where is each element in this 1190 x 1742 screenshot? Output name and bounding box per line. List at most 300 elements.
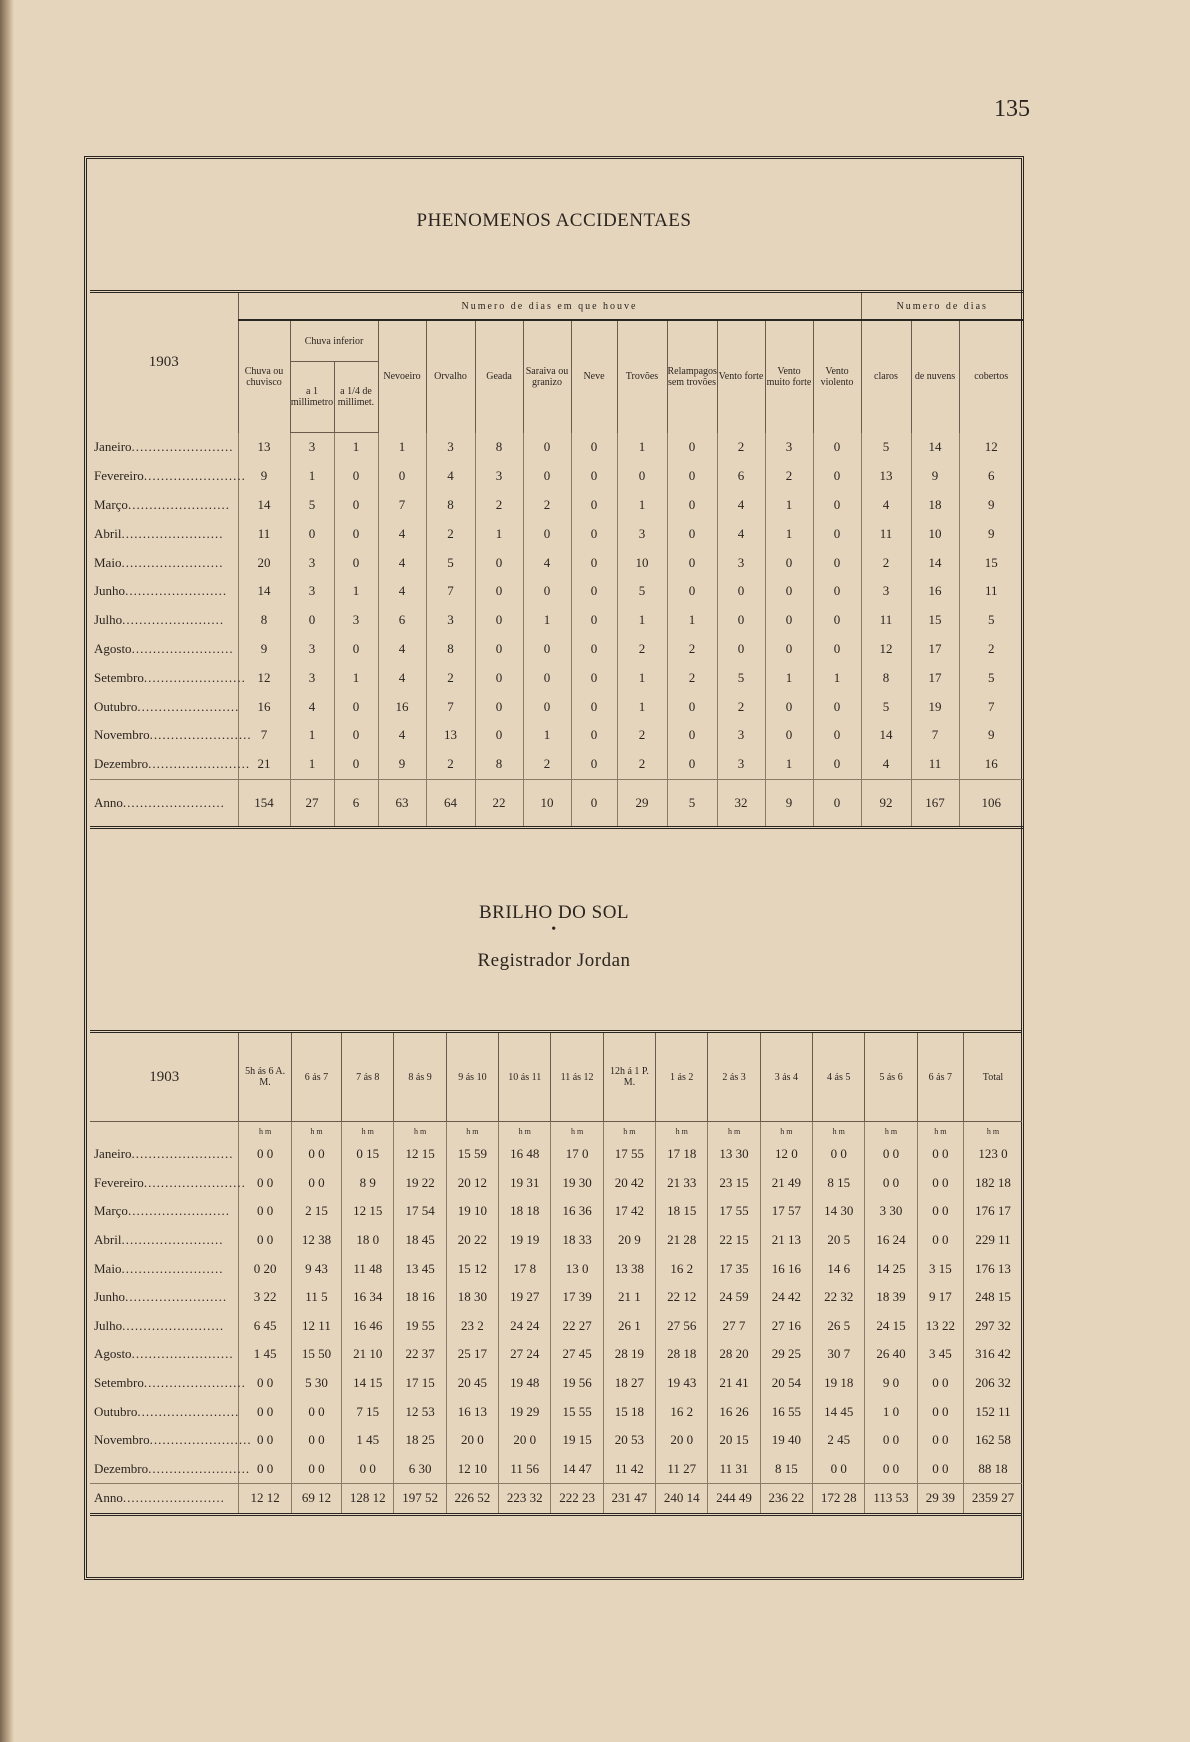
col-header: 10 ás 11 xyxy=(499,1032,551,1122)
table-cell: 0 xyxy=(813,462,861,491)
table-row xyxy=(90,635,1023,664)
dot-leader: ........................ xyxy=(122,1490,225,1506)
table-cell: 19 27 xyxy=(499,1283,551,1312)
month-label: Junho........................ xyxy=(94,583,228,599)
dot-leader: ........................ xyxy=(121,525,224,541)
table-cell: 0 xyxy=(813,721,861,750)
table-cell: 0 xyxy=(667,519,717,548)
unit-label: h m xyxy=(964,1122,1023,1141)
table-cell: 1 xyxy=(475,519,523,548)
table-cell: 19 31 xyxy=(499,1169,551,1198)
table-cell: 1 xyxy=(523,606,571,635)
table-row xyxy=(90,1169,1022,1198)
total-cell: 197 52 xyxy=(394,1484,446,1515)
table-cell: 15 xyxy=(959,548,1023,577)
table-cell: 15 18 xyxy=(603,1397,655,1426)
table-cell: 13 38 xyxy=(603,1254,655,1283)
table-cell: 1 xyxy=(290,750,334,779)
table-cell: 9 0 xyxy=(865,1369,917,1398)
table-cell: 229 11 xyxy=(964,1226,1023,1255)
table-cell: 6 30 xyxy=(394,1455,446,1484)
col-header: claros xyxy=(861,320,911,433)
table-cell: 17 xyxy=(911,663,959,692)
table-cell: 0 xyxy=(571,692,617,721)
table-cell: 20 42 xyxy=(603,1169,655,1198)
table-cell: 16 34 xyxy=(342,1283,394,1312)
unit-label: h m xyxy=(865,1122,917,1141)
dot-leader: ........................ xyxy=(131,640,234,656)
table-cell: 0 0 xyxy=(917,1226,963,1255)
unit-label: h m xyxy=(499,1122,551,1141)
total-cell: 27 xyxy=(290,779,334,827)
total-cell: 128 12 xyxy=(342,1484,394,1515)
table-cell: 16 26 xyxy=(708,1397,760,1426)
table-cell: 3 xyxy=(290,635,334,664)
table-cell: 25 17 xyxy=(446,1340,498,1369)
col-header: a 1/4 de millimet. xyxy=(334,362,378,433)
table-cell: 0 0 xyxy=(239,1397,291,1426)
month-label: Novembro........................ xyxy=(94,1432,252,1448)
table-cell: 0 0 xyxy=(865,1426,917,1455)
table-row xyxy=(90,548,1023,577)
dot-leader: ........................ xyxy=(121,554,224,570)
table-cell: 0 xyxy=(523,635,571,664)
dot-leader: ........................ xyxy=(149,1432,252,1448)
table-cell: 27 56 xyxy=(656,1312,708,1341)
table-cell: 16 xyxy=(959,750,1023,779)
table-cell: 5 30 xyxy=(291,1369,341,1398)
table-cell: 3 15 xyxy=(917,1254,963,1283)
table-cell: 15 50 xyxy=(291,1340,341,1369)
dot-leader: ........................ xyxy=(122,794,225,810)
table-cell: 14 30 xyxy=(813,1197,865,1226)
col-header: 8 ás 9 xyxy=(394,1032,446,1122)
table-cell: 0 xyxy=(667,462,717,491)
table-cell: 2 xyxy=(765,462,813,491)
table-cell: 4 xyxy=(378,635,426,664)
table-cell: 1 xyxy=(617,491,667,520)
col-header: cobertos xyxy=(959,320,1023,433)
table-cell: 1 xyxy=(765,491,813,520)
table-cell: 2 xyxy=(667,663,717,692)
col-header: 7 ás 8 xyxy=(342,1032,394,1122)
table-row xyxy=(90,1426,1022,1455)
table-cell: 21 13 xyxy=(760,1226,812,1255)
total-cell: 10 xyxy=(523,779,571,827)
col-header: 6 ás 7 xyxy=(291,1032,341,1122)
table-cell: 152 11 xyxy=(964,1397,1023,1426)
phenomenos-table xyxy=(90,290,1023,829)
table-cell: 7 xyxy=(959,692,1023,721)
dot-leader: ........................ xyxy=(143,468,246,484)
month-label: Setembro........................ xyxy=(94,669,246,685)
month-label: Março........................ xyxy=(94,1203,230,1219)
total-cell: 240 14 xyxy=(656,1484,708,1515)
unit-label: h m xyxy=(342,1122,394,1141)
total-row xyxy=(90,779,1023,827)
unit-label: h m xyxy=(603,1122,655,1141)
table-cell: 29 25 xyxy=(760,1340,812,1369)
table-cell: 19 55 xyxy=(394,1312,446,1341)
table-cell: 18 27 xyxy=(603,1369,655,1398)
table-cell: 28 19 xyxy=(603,1340,655,1369)
table-cell: 2 xyxy=(717,692,765,721)
total-cell: 32 xyxy=(717,779,765,827)
table-cell: 2 45 xyxy=(813,1426,865,1455)
table-cell: 2 xyxy=(861,548,911,577)
table-cell: 30 7 xyxy=(813,1340,865,1369)
dot-leader: ........................ xyxy=(149,727,252,743)
table-cell: 20 15 xyxy=(708,1426,760,1455)
table-row xyxy=(90,462,1023,491)
table-cell: 3 xyxy=(334,606,378,635)
table-cell: 14 xyxy=(911,548,959,577)
month-label: Julho........................ xyxy=(94,1317,225,1333)
table-cell: 23 15 xyxy=(708,1169,760,1198)
table-cell: 0 xyxy=(717,577,765,606)
table-cell: 22 32 xyxy=(813,1283,865,1312)
table-cell: 9 43 xyxy=(291,1254,341,1283)
table-cell: 1 xyxy=(334,577,378,606)
table-cell: 2 xyxy=(523,491,571,520)
unit-label: h m xyxy=(394,1122,446,1141)
table-cell: 1 xyxy=(334,663,378,692)
dot-leader: ........................ xyxy=(125,583,228,599)
table-cell: 3 xyxy=(717,750,765,779)
table-cell: 0 xyxy=(378,462,426,491)
table-cell: 1 xyxy=(617,692,667,721)
total-cell: 0 xyxy=(813,779,861,827)
total-cell: 9 xyxy=(765,779,813,827)
table-cell: 2 15 xyxy=(291,1197,341,1226)
month-label: Agosto........................ xyxy=(94,1346,234,1362)
table-cell: 16 xyxy=(911,577,959,606)
table-cell: 6 45 xyxy=(239,1312,291,1341)
total-cell: 106 xyxy=(959,779,1023,827)
table-cell: 6 xyxy=(717,462,765,491)
table-cell: 182 18 xyxy=(964,1169,1023,1198)
table-cell: 20 45 xyxy=(446,1369,498,1398)
table-cell: 6 xyxy=(378,606,426,635)
table-cell: 16 16 xyxy=(760,1254,812,1283)
table-cell: 17 42 xyxy=(603,1197,655,1226)
table-cell: 9 xyxy=(959,519,1023,548)
table-cell: 0 xyxy=(717,606,765,635)
table-cell: 0 0 xyxy=(291,1426,341,1455)
total-cell: 244 49 xyxy=(708,1484,760,1515)
table-cell: 17 39 xyxy=(551,1283,603,1312)
table-cell: 0 xyxy=(813,635,861,664)
table-cell: 4 xyxy=(426,462,475,491)
table-cell: 14 15 xyxy=(342,1369,394,1398)
table-cell: 16 46 xyxy=(342,1312,394,1341)
total-cell: 69 12 xyxy=(291,1484,341,1515)
table-cell: 1 45 xyxy=(342,1426,394,1455)
table-cell: 11 xyxy=(911,750,959,779)
section-title-brilho: BRILHO DO SOL xyxy=(478,902,630,923)
table-cell: 0 xyxy=(571,663,617,692)
table-cell: 24 59 xyxy=(708,1283,760,1312)
table-cell: 0 xyxy=(813,577,861,606)
col-header: 5 ás 6 xyxy=(865,1032,917,1122)
table-cell: 7 xyxy=(911,721,959,750)
total-cell: 222 23 xyxy=(551,1484,603,1515)
table-cell: 26 5 xyxy=(813,1312,865,1341)
table-cell: 2 xyxy=(475,491,523,520)
month-label: Maio........................ xyxy=(94,554,224,570)
table-cell: 2 xyxy=(617,635,667,664)
total-cell: 236 22 xyxy=(760,1484,812,1515)
table-cell: 1 xyxy=(765,750,813,779)
table-cell: 27 16 xyxy=(760,1312,812,1341)
dot-leader: ........................ xyxy=(122,612,225,628)
table-cell: 4 xyxy=(378,548,426,577)
table-cell: 1 xyxy=(378,433,426,462)
table-cell: 11 xyxy=(861,606,911,635)
table-cell: 12 11 xyxy=(291,1312,341,1341)
table-cell: 11 31 xyxy=(708,1455,760,1484)
table-cell: 8 xyxy=(426,635,475,664)
col-header: Chuva ou chuvisco xyxy=(238,320,290,433)
dot-leader: ........................ xyxy=(122,1317,225,1333)
table-cell: 0 xyxy=(523,519,571,548)
dot-leader: ........................ xyxy=(127,496,230,512)
table-cell: 0 0 xyxy=(239,1369,291,1398)
dot-leader: ........................ xyxy=(148,756,251,772)
table-cell: 11 56 xyxy=(499,1455,551,1484)
dot-leader: ........................ xyxy=(137,698,240,714)
table-cell: 19 10 xyxy=(446,1197,498,1226)
table-cell: 0 xyxy=(765,721,813,750)
total-label: Anno........................ xyxy=(90,779,238,827)
table-cell: 3 xyxy=(717,548,765,577)
table-cell: 0 0 xyxy=(917,1455,963,1484)
table-cell: 5 xyxy=(861,692,911,721)
table-cell: 3 xyxy=(861,577,911,606)
table-cell: 22 15 xyxy=(708,1226,760,1255)
year-label: 1903 xyxy=(148,354,179,371)
table-cell: 17 0 xyxy=(551,1140,603,1169)
table-cell: 13 0 xyxy=(551,1254,603,1283)
table-cell: 0 xyxy=(475,663,523,692)
table-cell: 2 xyxy=(959,635,1023,664)
table-cell: 7 xyxy=(426,692,475,721)
table-cell: 20 0 xyxy=(499,1426,551,1455)
table-cell: 4 xyxy=(861,750,911,779)
table-cell: 3 xyxy=(475,462,523,491)
table-cell: 8 xyxy=(861,663,911,692)
month-label: Outubro........................ xyxy=(94,698,240,714)
table-cell: 12 0 xyxy=(760,1140,812,1169)
table-cell: 16 xyxy=(238,692,290,721)
table-cell: 16 xyxy=(378,692,426,721)
month-label: Dezembro........................ xyxy=(94,1460,251,1476)
table-cell: 2 xyxy=(717,433,765,462)
table-cell: 16 13 xyxy=(446,1397,498,1426)
table-cell: 18 30 xyxy=(446,1283,498,1312)
total-cell: 113 53 xyxy=(865,1484,917,1515)
table-cell: 19 15 xyxy=(551,1426,603,1455)
table-row xyxy=(90,750,1023,779)
table-cell: 0 xyxy=(290,606,334,635)
table-cell: 0 xyxy=(523,433,571,462)
unit-label: h m xyxy=(551,1122,603,1141)
table-cell: 0 0 xyxy=(239,1226,291,1255)
dot-leader: ........................ xyxy=(121,1260,224,1276)
table-cell: 8 xyxy=(426,491,475,520)
table-cell: 11 48 xyxy=(342,1254,394,1283)
table-cell: 0 xyxy=(334,462,378,491)
table-cell: 14 xyxy=(861,721,911,750)
col-header: Saraiva ou granizo xyxy=(523,320,571,433)
table-row xyxy=(90,606,1023,635)
col-header: de nuvens xyxy=(911,320,959,433)
table-cell: 0 xyxy=(571,750,617,779)
col-header: Nevoeiro xyxy=(378,320,426,433)
table-cell: 20 xyxy=(238,548,290,577)
month-label: Dezembro........................ xyxy=(94,756,251,772)
table-cell: 0 xyxy=(571,519,617,548)
section-title-phenomenos: PHENOMENOS ACCIDENTAES xyxy=(416,210,692,231)
table-cell: 5 xyxy=(290,491,334,520)
table-cell: 0 0 xyxy=(239,1197,291,1226)
table-cell: 28 18 xyxy=(656,1340,708,1369)
table-cell: 0 0 xyxy=(239,1169,291,1198)
table-cell: 21 xyxy=(238,750,290,779)
unit-label: h m xyxy=(239,1122,291,1141)
table-cell: 0 xyxy=(334,692,378,721)
table-cell: 3 xyxy=(717,721,765,750)
table-cell: 0 0 xyxy=(813,1455,865,1484)
table-cell: 0 xyxy=(571,491,617,520)
table-cell: 0 xyxy=(765,548,813,577)
table-cell: 0 0 xyxy=(917,1140,963,1169)
table-cell: 176 17 xyxy=(964,1197,1023,1226)
dot-leader: ........................ xyxy=(121,1232,224,1248)
table-cell: 3 xyxy=(617,519,667,548)
table-cell: 23 2 xyxy=(446,1312,498,1341)
table-cell: 16 2 xyxy=(656,1254,708,1283)
table-cell: 21 41 xyxy=(708,1369,760,1398)
table-cell: 24 15 xyxy=(865,1312,917,1341)
month-label: Fevereiro........................ xyxy=(94,468,246,484)
table-cell: 26 1 xyxy=(603,1312,655,1341)
table-cell: 2 xyxy=(426,750,475,779)
table-cell: 15 12 xyxy=(446,1254,498,1283)
table-cell: 3 xyxy=(290,663,334,692)
table-cell: 26 40 xyxy=(865,1340,917,1369)
table-cell: 4 xyxy=(523,548,571,577)
col-header: 1 ás 2 xyxy=(656,1032,708,1122)
table-row xyxy=(90,1397,1022,1426)
table-cell: 1 xyxy=(523,721,571,750)
month-label: Março........................ xyxy=(94,496,230,512)
table-cell: 6 xyxy=(959,462,1023,491)
table-cell: 2 xyxy=(426,519,475,548)
table-cell: 4 xyxy=(378,577,426,606)
table-cell: 9 xyxy=(959,721,1023,750)
table-row xyxy=(90,692,1023,721)
total-cell: 22 xyxy=(475,779,523,827)
table-cell: 0 xyxy=(667,577,717,606)
table-cell: 14 xyxy=(911,433,959,462)
table-row xyxy=(90,1254,1022,1283)
table-cell: 0 0 xyxy=(917,1169,963,1198)
table-cell: 0 0 xyxy=(239,1140,291,1169)
table-cell: 11 5 xyxy=(291,1283,341,1312)
table-cell: 3 30 xyxy=(865,1197,917,1226)
table-cell: 1 xyxy=(617,663,667,692)
table-cell: 17 55 xyxy=(603,1140,655,1169)
table-cell: 18 39 xyxy=(865,1283,917,1312)
table-cell: 3 xyxy=(290,433,334,462)
table-cell: 8 xyxy=(475,433,523,462)
table-cell: 19 43 xyxy=(656,1369,708,1398)
table-cell: 22 27 xyxy=(551,1312,603,1341)
table-cell: 12 15 xyxy=(342,1197,394,1226)
table-cell: 1 xyxy=(290,721,334,750)
table-cell: 0 0 xyxy=(917,1397,963,1426)
total-cell: 29 39 xyxy=(917,1484,963,1515)
table-cell: 27 7 xyxy=(708,1312,760,1341)
table-cell: 1 0 xyxy=(865,1397,917,1426)
table-cell: 2 xyxy=(426,663,475,692)
table-cell: 14 47 xyxy=(551,1455,603,1484)
table-cell: 0 xyxy=(475,721,523,750)
table-cell: 0 xyxy=(571,548,617,577)
table-cell: 15 xyxy=(911,606,959,635)
table-cell: 1 xyxy=(617,606,667,635)
table-cell: 15 55 xyxy=(551,1397,603,1426)
unit-label: h m xyxy=(708,1122,760,1141)
table-cell: 2 xyxy=(617,721,667,750)
table-cell: 12 53 xyxy=(394,1397,446,1426)
table-cell: 21 10 xyxy=(342,1340,394,1369)
table-cell: 11 42 xyxy=(603,1455,655,1484)
table-cell: 0 xyxy=(667,721,717,750)
table-cell: 12 xyxy=(238,663,290,692)
table-cell: 18 0 xyxy=(342,1226,394,1255)
total-cell: 6 xyxy=(334,779,378,827)
table-cell: 4 xyxy=(717,491,765,520)
total-row xyxy=(90,1484,1022,1515)
table-cell: 8 9 xyxy=(342,1169,394,1198)
total-cell: 63 xyxy=(378,779,426,827)
table-cell: 0 0 xyxy=(865,1140,917,1169)
table-cell: 88 18 xyxy=(964,1455,1023,1484)
table-cell: 0 0 xyxy=(813,1140,865,1169)
month-label: Julho........................ xyxy=(94,612,225,628)
col-header: a 1 millimetro xyxy=(290,362,334,433)
unit-label: h m xyxy=(813,1122,865,1141)
table-cell: 0 xyxy=(571,606,617,635)
table-row xyxy=(90,577,1023,606)
total-cell: 5 xyxy=(667,779,717,827)
table-cell: 18 15 xyxy=(656,1197,708,1226)
table-cell: 13 xyxy=(426,721,475,750)
unit-label: h m xyxy=(760,1122,812,1141)
table-row xyxy=(90,1283,1022,1312)
table-cell: 0 xyxy=(571,433,617,462)
month-label: Junho........................ xyxy=(94,1289,228,1305)
unit-label: h m xyxy=(656,1122,708,1141)
table-cell: 0 xyxy=(717,635,765,664)
table-cell: 12 38 xyxy=(291,1226,341,1255)
table-cell: 14 6 xyxy=(813,1254,865,1283)
table-cell: 3 xyxy=(426,433,475,462)
table-cell: 4 xyxy=(378,519,426,548)
dot-leader: ........................ xyxy=(131,1146,234,1162)
